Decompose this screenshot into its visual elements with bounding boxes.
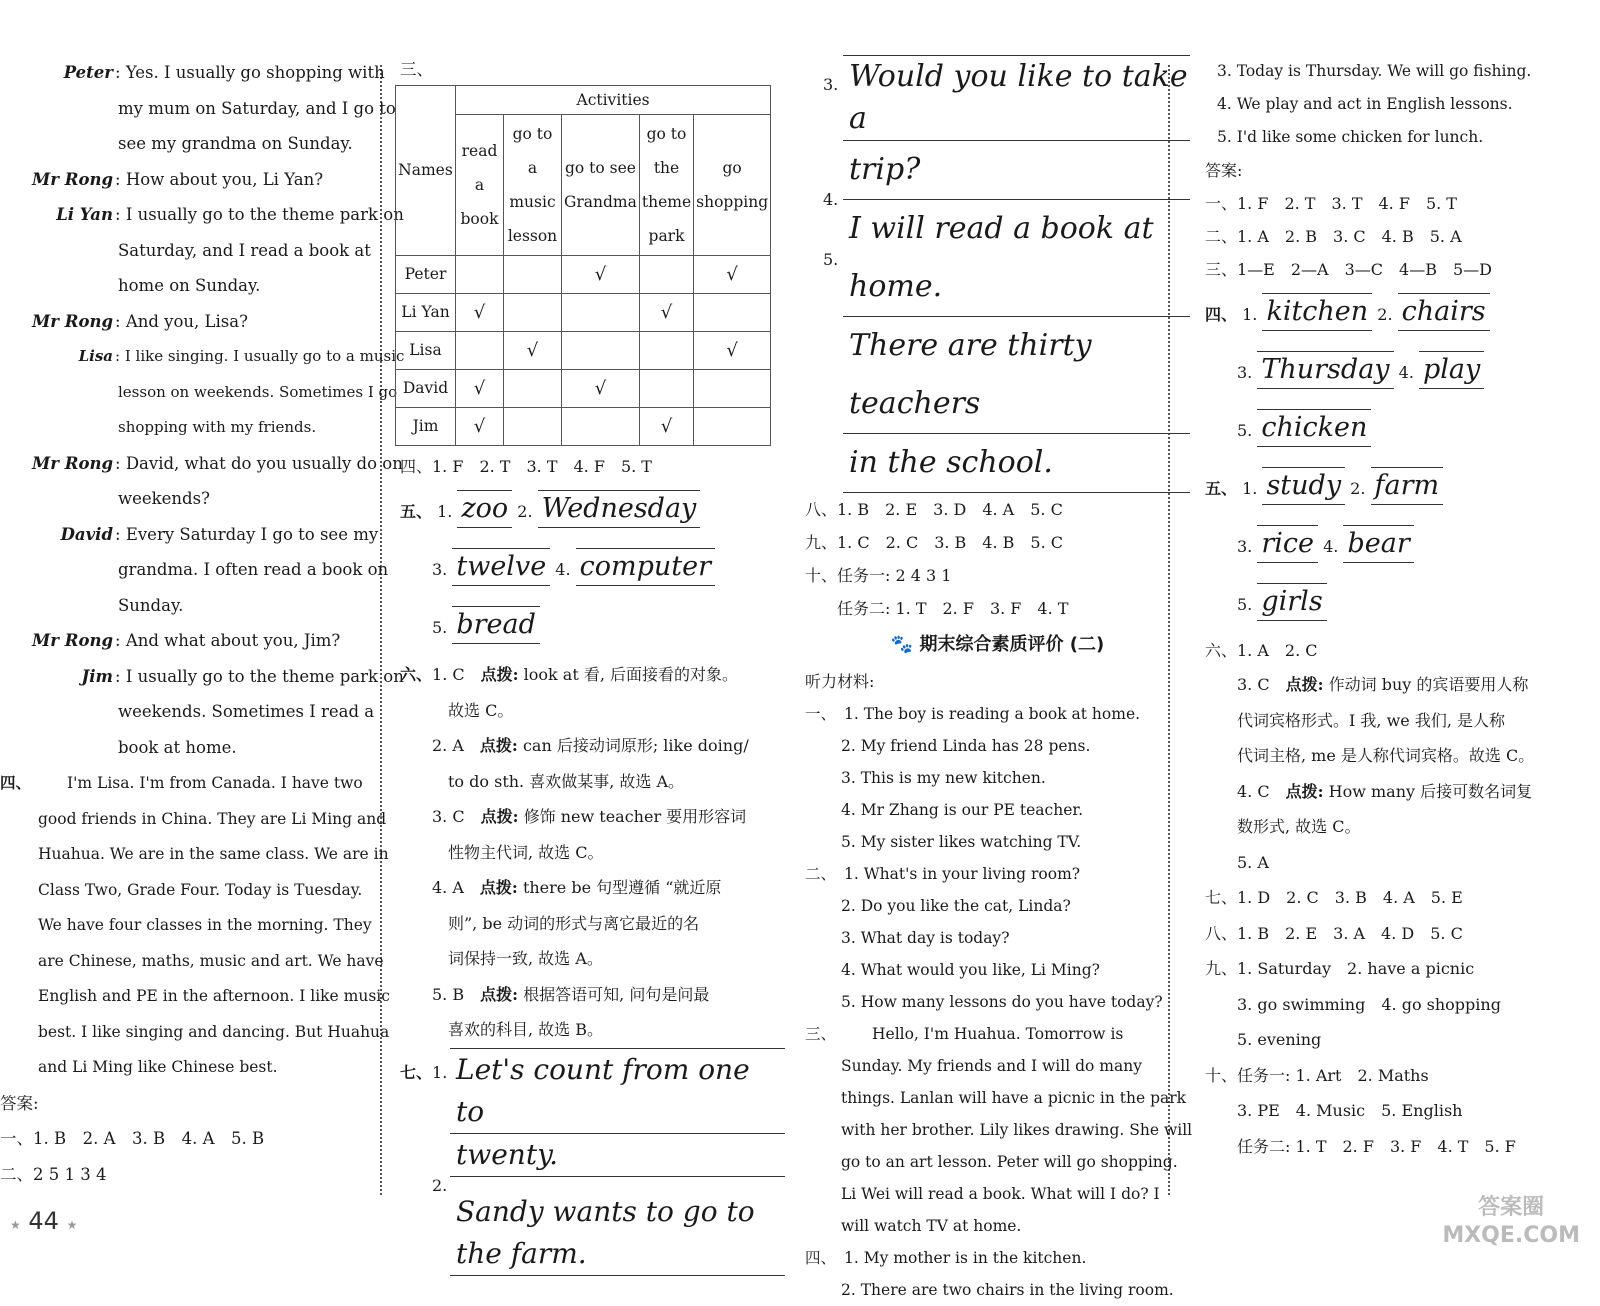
hint-block: 3. C 点拨: 作动词 buy 的宾语要用人称 代词宾格形式。I 我, we 我们, 是人称 代词主格, me 是人称代词宾格。故选 C。 4. C 点拨: How many 后接可数名词复 数形式, 故选 C。 5. A (1237, 675, 1535, 872)
speaker: David (60, 524, 113, 544)
section-title: 🐾 期末综合素质评价 (二) (890, 634, 1105, 655)
answer-row: 四、1. F 2. T 3. T 4. F 5. T (400, 457, 652, 476)
column-header: go shopping (694, 115, 771, 256)
answer-row: 六、1. A 2. C (1205, 641, 1318, 660)
answer-row: 九、1. C 2. C 3. B 4. B 5. C (805, 533, 1064, 552)
speaker: Mr Rong (32, 453, 113, 473)
table-row: Peter √ √ (396, 256, 771, 294)
word-answers: 五、 1. study 2. farm 3. rice 4. bear 5. girls (1205, 460, 1600, 634)
column-header: read a book (456, 115, 504, 256)
activities-table (395, 85, 771, 446)
speaker: Jim (81, 666, 113, 686)
multiple-choice-hints: 六、1. C 点拨: look at 看, 后面接看的对象。 故选 C。 2. A 点拨: can 后接动词原形; like doing/ to do sth. 喜欢做某事, 故选 A。 3. C 点拨: 修饰 new teacher 要用形容词 性物主代词, 故选 C。 4. A 点拨: there be 句型遵循 “就近原 则”, be 动词的形式与离它最近的名 词保持一致, 故选 A。 5. B 点拨: 根据答语可知, 问句是问最 喜欢的科目, 故选 B。 (400, 665, 749, 1039)
watermark: 答案圈 MXQE.COM (1442, 1195, 1580, 1248)
answer-row: 3. PE 4. Music 5. English (1237, 1101, 1463, 1120)
column-3 (805, 55, 1193, 1306)
table-row: David √ √ (396, 370, 771, 408)
listening-part-3: 三、 Hello, I'm Huahua. Tomorrow is Sunday. My friends and I will do many things. Lanlan will have a picnic in the park with her brother. Lily likes drawing. She will go to an art lesson. Peter will go shopping. Li Wei will read a book. What will I do? I will watch TV at home. (805, 1025, 1193, 1235)
dialogue: Peter : Yes. I usually go shopping with my mum on Saturday, and I go to see my grandma on Sunday. Mr Rong : How about you, Li Yan? Li Yan : I usually go to the theme park on Saturday, and I read a book at home on Sunday. Mr Rong : And you, Lisa? Lisa : I like singing. I usually go to a music lesson on weekends. Sometimes I go shopping with my friends. Mr Rong : David, what do you usually do on weekends? David : Every Saturday I go to see my grandma. I often read a book on Sunday. Mr Rong : And what about you, Jim? Jim : I usually go to the theme park on weekends. Sometimes I read a book at home. (0, 55, 385, 765)
answer-row: 二、1. A 2. B 3. C 4. B 5. A (1205, 227, 1462, 246)
answer-row: 十、任务一: 2 4 3 1 (805, 566, 952, 585)
speaker: Mr Rong (32, 631, 113, 650)
speaker: Mr Rong (32, 311, 113, 331)
word-answers: 四、 1. kitchen 2. chairs 3. Thursday 4. play 5. chicken (1205, 286, 1600, 460)
answer-row: 任务二: 1. T 2. F 3. F 4. T (837, 599, 1069, 618)
speaker: Lisa (78, 347, 113, 365)
answer-row: 二、2 5 1 3 4 (0, 1164, 107, 1184)
listening-label: 听力材料: (805, 672, 875, 691)
answer-row: 3. go swimming 4. go shopping (1237, 994, 1501, 1014)
answers-label: 答案: (0, 1093, 39, 1113)
section-label: 三、 (400, 60, 433, 79)
names-header: Names (396, 86, 456, 256)
listening-part-4: 四、 1. My mother is in the kitchen. 2. There are two chairs in the living room. (805, 1249, 1174, 1299)
answer-row: 一、1. F 2. T 3. T 4. F 5. T (1205, 194, 1457, 213)
answers-label: 答案: (1205, 161, 1243, 180)
sentence-answers: 七、1. Let's count from one to twenty. 2. Sandy wants to go to the farm. (400, 1048, 785, 1276)
listening-part-2: 二、 1. What's in your living room? 2. Do you like the cat, Linda? 3. What day is today? 4. What would you like, Li Ming? 5. How many lessons do you have today? (805, 865, 1163, 1011)
table-row: Lisa √ √ (396, 332, 771, 370)
answer-row: 八、1. B 2. E 3. D 4. A 5. C (805, 500, 1063, 519)
table-row: Li Yan √ √ (396, 294, 771, 332)
answer-row: 一、1. B 2. A 3. B 4. A 5. B (0, 1129, 265, 1148)
star-icon: ★ (10, 1218, 21, 1232)
answer-row: 九、1. Saturday 2. have a picnic (1205, 959, 1475, 978)
star-icon: ★ (66, 1218, 78, 1232)
listening-part-1: 一、 1. The boy is reading a book at home. 2. My friend Linda has 28 pens. 3. This is my new kitchen. 4. Mr Zhang is our PE teacher. 5. My sister likes watching TV. (805, 705, 1141, 851)
paw-icon: 🐾 (890, 634, 914, 655)
column-2 (400, 55, 785, 1276)
sentence-answers-cont: 3. Would you like to take a trip? 4. I will read a book at home. 5. There are thirty teachers in the school. (805, 55, 1190, 493)
column-header: go to see Grandma (562, 115, 640, 256)
speaker: Peter (63, 63, 113, 82)
column-1 (0, 55, 405, 1192)
word-answers: 五、 1. zoo 2. Wednesday 3. twelve 4. computer 5. bread (400, 483, 785, 657)
column-header: go to a music lesson (504, 115, 562, 256)
page-number: ★ 44 ★ (10, 1207, 78, 1235)
answer-row: 十、任务一: 1. Art 2. Maths (1205, 1065, 1429, 1085)
activities-header: Activities (456, 86, 771, 115)
answer-row: 七、1. D 2. C 3. B 4. A 5. E (1205, 888, 1463, 907)
passage-section-4: 四、 I'm Lisa. I'm from Canada. I have two good friends in China. They are Li Ming and Huahua. We are in the same class. We are in Class Two, Grade Four. Today is Tuesday. We have four classes in the morning. They are Chinese, maths, music and art. We have English and PE in the afternoon. I like music best. I like singing and dancing. But Huahua and Li Ming like Chinese best. (0, 773, 390, 1076)
answer-row: 任务二: 1. T 2. F 3. F 4. T 5. F (1237, 1136, 1516, 1156)
answer-row: 八、1. B 2. E 3. A 4. D 5. C (1205, 923, 1463, 943)
speaker: Li Yan (56, 205, 113, 224)
answer-row: 5. evening (1237, 1030, 1322, 1049)
table-row: Jim √ √ (396, 408, 771, 446)
column-header: go to the theme park (639, 115, 693, 256)
answer-row: 三、1—E 2—A 3—C 4—B 5—D (1205, 260, 1492, 279)
speaker: Mr Rong (32, 169, 113, 189)
column-4: 3. Today is Thursday. We will go fishing. 4. We play and act in English lessons. 5. I'd like some chicken for lunch. 答案: 一、1. F 2. T 3. T 4. F 5. T 二、1. A 2. B 3. C 4. B 5. A 三、1—E 2—A 3—C 4—B 5—D 四、 1. kitchen 2. chairs 3. Thursday 4. play 5. chicken 五、 1. study 2. farm 3. rice 4. bear 5. girls 六、1. A 2. C 3. C 点拨: 作动词 buy 的宾语要用人称 代词宾格形式。I 我, we 我们, 是人称 代词主格, me 是人称代词宾格。故选 C。 4. C 点拨: How many 后接可数名词复 数形式, 故选 C。 5. A 七、1. D 2. C 3. B 4. A 5. E 八、1. B 2. E 3. A 4. D 5. C 九、1. Saturday 2. have a picnic 3. go swimming 4. go shopping 5. evening 十、任务一: 1. Art 2. Maths 3. PE 4. Music 5. English 任务二: 1. T 2. F 3. F 4. T 5. F (1205, 55, 1600, 1164)
